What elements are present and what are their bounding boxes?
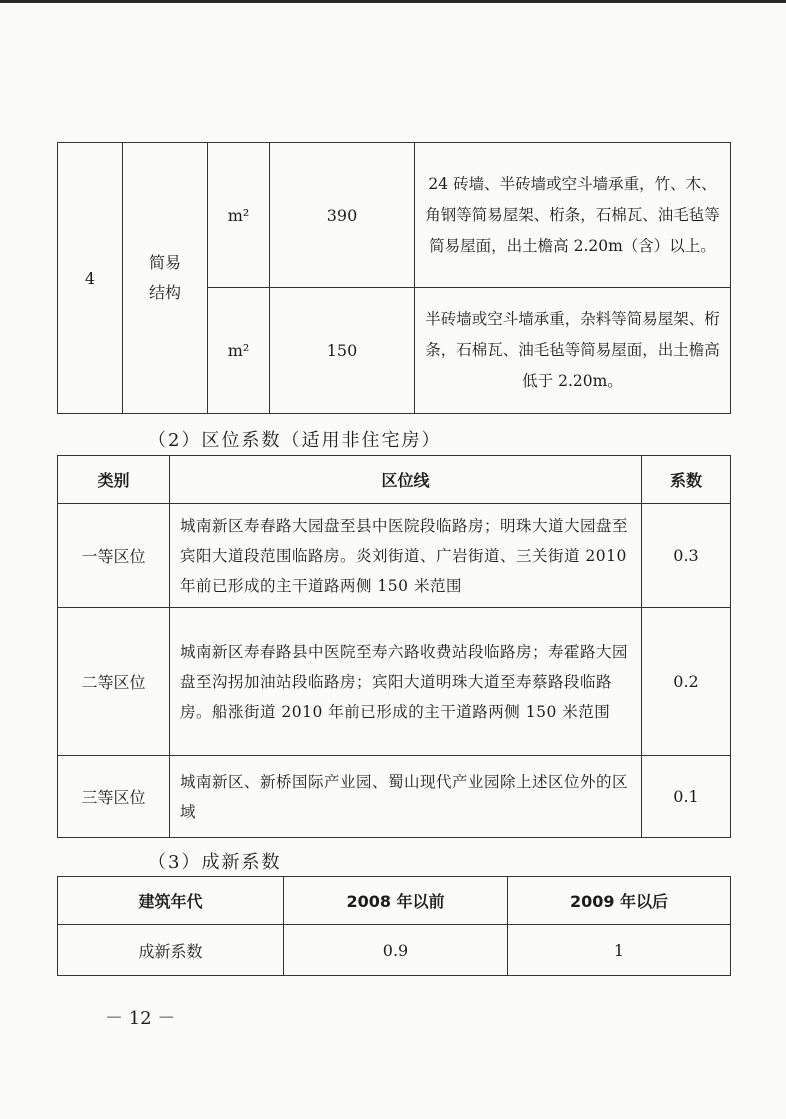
zone-category: 一等区位: [58, 504, 170, 608]
row-label: 成新系数: [58, 925, 284, 976]
depreciation-coefficient-table: [57, 876, 731, 976]
price-cell: 150: [270, 288, 415, 414]
description-cell: 24 砖墙、半砖墙或空斗墙承重，竹、木、角钢等简易屋架、桁条，石棉瓦、油毛毡等简易屋面，出土檐高 2.20m（含）以上。: [415, 143, 731, 288]
table-row: [58, 925, 731, 976]
unit-cell: m²: [208, 288, 270, 414]
header-build-era: 建筑年代: [58, 877, 284, 925]
top-rule: [0, 0, 786, 3]
table-header-row: [58, 877, 731, 925]
page-number: － 12 －: [105, 1008, 176, 1029]
header-coefficient: 系数: [642, 456, 731, 504]
location-coefficient-table: [57, 455, 731, 838]
zone-coefficient: 0.3: [642, 504, 731, 608]
zone-description: 城南新区寿春路县中医院至寿六路收费站段临路房；寿霍路大园盘至沟拐加油站段临路房；宾阳大道明珠大道至寿蔡路段临路房。船涨街道 2010 年前已形成的主干道路两侧 150 米范围: [170, 608, 642, 756]
zone-category: 二等区位: [58, 608, 170, 756]
table-header-row: [58, 456, 731, 504]
header-after-2009: 2009 年以后: [508, 877, 731, 925]
zone-coefficient: 0.2: [642, 608, 731, 756]
coef-after-2009: 1: [508, 925, 731, 976]
table-row: [58, 756, 731, 838]
coef-before-2008: 0.9: [284, 925, 508, 976]
header-before-2008: 2008 年以前: [284, 877, 508, 925]
zone-description: 城南新区寿春路大园盘至县中医院段临路房；明珠大道大园盘至宾阳大道段范围临路房。炎刘街道、广岩街道、三关街道 2010 年前已形成的主干道路两侧 150 米范围: [170, 504, 642, 608]
header-zone: 区位线: [170, 456, 642, 504]
table-row: [58, 608, 731, 756]
description-cell: 半砖墙或空斗墙承重，杂料等简易屋架、桁条，石棉瓦、油毛毡等简易屋面，出土檐高低于 2.20m。: [415, 288, 731, 414]
zone-coefficient: 0.1: [642, 756, 731, 838]
table-row: [58, 143, 731, 288]
price-cell: 390: [270, 143, 415, 288]
zone-description: 城南新区、新桥国际产业园、蜀山现代产业园除上述区位外的区域: [170, 756, 642, 838]
section-2-title: （2）区位系数（适用非住宅房）: [148, 430, 442, 451]
structure-category: 简易 结构: [123, 143, 208, 414]
unit-cell: m²: [208, 143, 270, 288]
table-row: [58, 504, 731, 608]
item-number: 4: [58, 143, 123, 414]
section-3-title: （3）成新系数: [148, 852, 282, 873]
header-category: 类别: [58, 456, 170, 504]
structure-price-table: [57, 142, 731, 414]
zone-category: 三等区位: [58, 756, 170, 838]
